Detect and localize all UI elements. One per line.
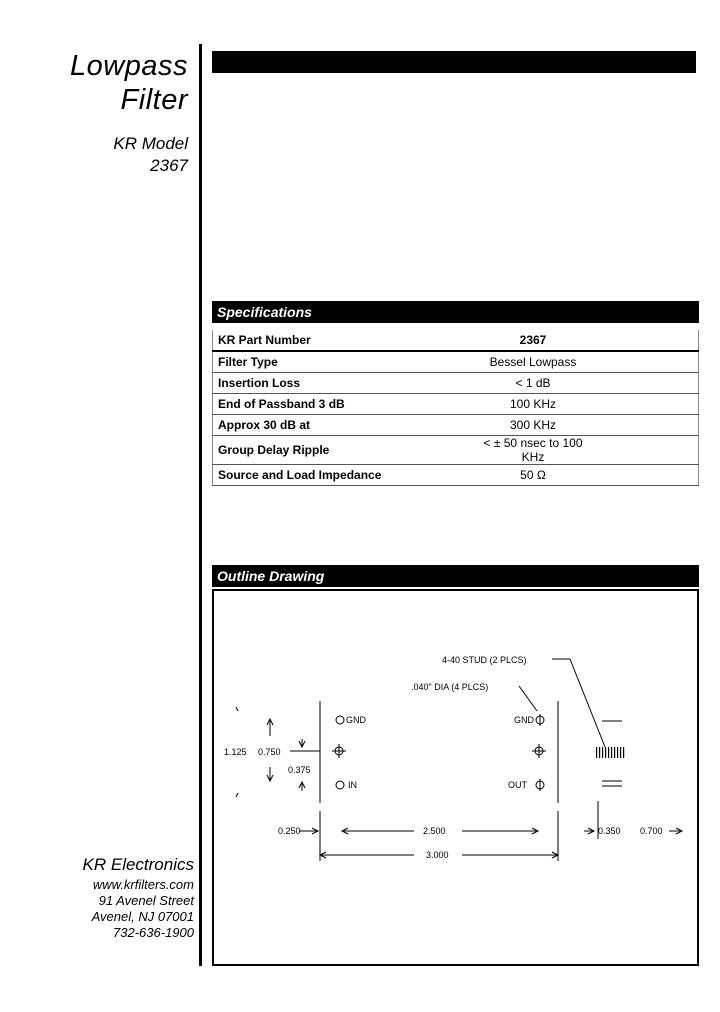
company-phone: 732-636-1900 — [113, 925, 194, 940]
vertical-divider — [199, 44, 202, 966]
gnd-left-label: GND — [346, 715, 366, 725]
outline-drawing-frame — [212, 589, 699, 966]
spec-value: Bessel Lowpass — [478, 351, 699, 373]
specifications-heading: Specifications — [212, 301, 699, 323]
table-row — [213, 436, 699, 465]
dim-0350: 0.350 — [598, 826, 621, 836]
company-street: 91 Avenel Street — [98, 893, 194, 908]
company-name: KR Electronics — [82, 855, 194, 874]
out-label: OUT — [508, 780, 527, 790]
dim-2500: 2.500 — [423, 826, 446, 836]
table-row — [213, 465, 699, 486]
dim-0375: 0.375 — [288, 765, 311, 775]
gnd-right-label: GND — [514, 715, 534, 725]
outline-drawing — [214, 591, 697, 964]
dim-3000: 3.000 — [426, 850, 449, 860]
stud-thread-icon — [596, 747, 624, 758]
spec-value: 50 Ω — [478, 465, 699, 486]
spec-label: End of Passband 3 dB — [213, 394, 479, 415]
product-title-line1: Lowpass — [70, 50, 188, 82]
dia-label: .040" DIA (4 PLCS) — [411, 682, 489, 692]
stud-label: 4-40 STUD (2 PLCS) — [442, 655, 527, 665]
spec-label: Insertion Loss — [213, 373, 479, 394]
table-row — [213, 394, 699, 415]
header-bar — [212, 51, 696, 73]
table-row — [213, 330, 699, 351]
table-row — [213, 373, 699, 394]
table-row — [213, 415, 699, 436]
table-row — [213, 351, 699, 373]
company-website[interactable]: www.krfilters.com — [92, 877, 194, 892]
spec-value: < 1 dB — [478, 373, 699, 394]
spec-label: Source and Load Impedance — [213, 465, 479, 486]
in-label: IN — [348, 780, 357, 790]
spec-value: 100 KHz — [478, 394, 699, 415]
company-city: Avenel, NJ 07001 — [91, 909, 194, 924]
spec-label: Filter Type — [213, 351, 479, 373]
dim-0700: 0.700 — [640, 826, 663, 836]
outline-heading: Outline Drawing — [212, 565, 699, 587]
model-label: KR Model — [113, 134, 188, 153]
dim-1125: 1.125 — [224, 747, 247, 757]
spec-value: 2367 — [478, 330, 699, 351]
product-title-line2: Filter — [120, 84, 188, 116]
spec-label: Group Delay Ripple — [213, 436, 479, 465]
model-number: 2367 — [150, 156, 188, 175]
spec-label: KR Part Number — [213, 330, 479, 351]
spec-value: 300 KHz — [478, 415, 699, 436]
spec-label: Approx 30 dB at — [213, 415, 479, 436]
dim-0250: 0.250 — [278, 826, 301, 836]
dim-0750: 0.750 — [258, 747, 281, 757]
spec-value: < ± 50 nsec to 100 KHz — [478, 436, 699, 465]
specifications-table — [212, 330, 699, 486]
